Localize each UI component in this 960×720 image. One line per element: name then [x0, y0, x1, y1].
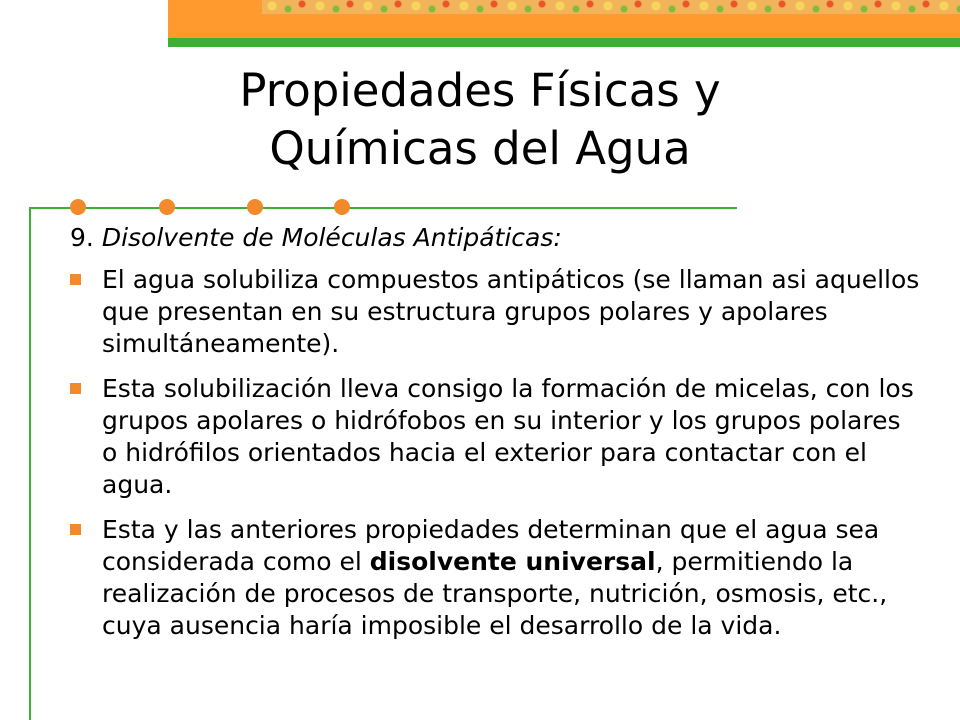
decorative-dot	[334, 199, 350, 215]
slide-title-line-2: Químicas del Agua	[269, 122, 691, 175]
section-heading	[70, 222, 920, 254]
decorative-dot	[70, 199, 86, 215]
floral-pattern-decoration	[262, 0, 960, 14]
square-bullet-icon	[70, 524, 81, 535]
bullet-text: Esta solubilización lleva consigo la formación de micelas, con los grupos apolares o hidrófobos en su interior y los grupos polares o hidrófilos orientados hacia el exterior para contactar con el agua.	[102, 374, 914, 499]
bold-term: disolvente universal	[369, 547, 656, 576]
section-title: Disolvente de Moléculas Antipáticas:	[101, 223, 562, 252]
decorative-dot	[159, 199, 175, 215]
section-number: 9.	[70, 223, 94, 252]
banner-green-line	[168, 38, 960, 47]
title-underline-rule	[29, 207, 737, 209]
bullet-text-after: , permitiendo la realización de procesos de transporte, nutrición, osmosis, etc., cuya ausencia haría imposible el desarrollo de la vida.	[102, 547, 888, 640]
slide-title	[120, 62, 840, 178]
list-item	[70, 514, 920, 642]
bullet-text-before: Esta y las anteriores propiedades determinan que el agua sea considerada como el	[102, 515, 880, 576]
square-bullet-icon	[70, 274, 81, 285]
left-vertical-rule	[29, 207, 31, 720]
list-item	[70, 264, 920, 360]
slide-title-line-1: Propiedades Físicas y	[239, 64, 721, 117]
list-item	[70, 373, 920, 501]
bullet-text: El agua solubiliza compuestos antipáticos (se llaman asi aquellos que presentan en su estructura grupos polares y apolares simultáneamente).	[102, 265, 920, 358]
square-bullet-icon	[70, 383, 81, 394]
bullet-list	[70, 264, 920, 642]
decorative-dot	[247, 199, 263, 215]
slide-body	[70, 222, 920, 655]
